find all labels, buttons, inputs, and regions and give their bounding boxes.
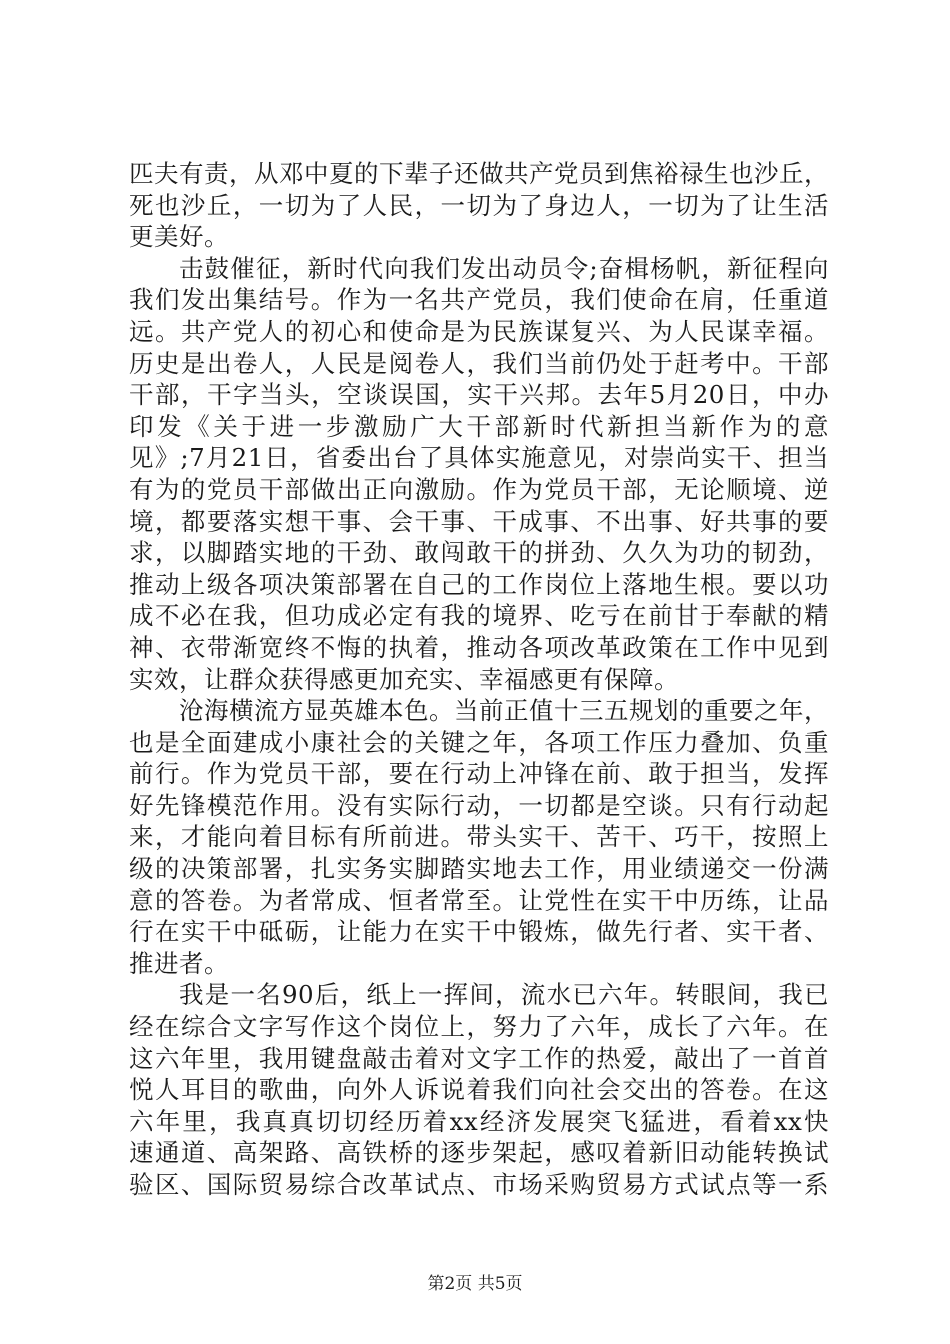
text-line: 见》;7月21日，省委出台了具体实施意见，对崇尚实干、担当: [129, 443, 829, 473]
text-line: 干部，干字当头，空谈误国，实干兴邦。去年5月20日，中办: [129, 380, 829, 410]
text-line: 前行。作为党员干部，要在行动上冲锋在前、敢于担当，发挥: [129, 759, 829, 789]
text-line: 境，都要落实想干事、会干事、干成事、不出事、好共事的要: [129, 506, 829, 536]
text-line: 有为的党员干部做出正向激励。作为党员干部，无论顺境、逆: [129, 474, 829, 504]
text-line: 意的答卷。为者常成、恒者常至。让党性在实干中历练，让品: [129, 885, 829, 915]
text-line: 推动上级各项决策部署在自己的工作岗位上落地生根。要以功: [129, 569, 829, 599]
paragraph: [129, 695, 829, 979]
text-line: 远。共产党人的初心和使命是为民族谋复兴、为人民谋幸福。: [129, 316, 829, 346]
text-line: 好先锋模范作用。没有实际行动，一切都是空谈。只有行动起: [129, 790, 829, 820]
text-line: 沧海横流方显英雄本色。当前正值十三五规划的重要之年，: [179, 696, 829, 726]
text-line: 成不必在我，但功成必定有我的境界、吃亏在前甘于奉献的精: [129, 601, 829, 631]
page-footer: 第2页 共5页: [427, 1274, 523, 1294]
text-line: 级的决策部署，扎实务实脚踏实地去工作，用业绩递交一份满: [129, 854, 829, 884]
text-line: 经在综合文字写作这个岗位上，努力了六年，成长了六年。在: [129, 1012, 829, 1042]
text-line: 神、衣带渐宽终不悔的执着，推动各项改革政策在工作中见到: [129, 632, 829, 662]
text-line: 这六年里，我用键盘敲击着对文字工作的热爱，敲出了一首首: [129, 1043, 829, 1073]
text-line: 击鼓催征，新时代向我们发出动员令;奋楫杨帆，新征程向: [179, 253, 829, 283]
text-line: 更美好。: [129, 222, 229, 252]
paragraph: [129, 253, 829, 695]
text-line: 匹夫有责，从邓中夏的下辈子还做共产党员到焦裕禄生也沙丘，: [129, 159, 829, 188]
text-line: 推进者。: [129, 948, 229, 978]
text-line: 速通道、高架路、高铁桥的逐步架起，感叹着新旧动能转换试: [129, 1138, 829, 1168]
text-line: 验区、国际贸易综合改革试点、市场采购贸易方式试点等一系: [129, 1170, 829, 1199]
text-line: 印发《关于进一步激励广大干部新时代新担当新作为的意: [129, 411, 829, 441]
text-line: 求，以脚踏实地的干劲、敢闯敢干的拼劲、久久为功的韧劲，: [129, 538, 829, 568]
paragraph: [129, 979, 829, 1200]
text-line: 六年里，我真真切切经历着xx经济发展突飞猛进，看着xx快: [129, 1106, 829, 1136]
text-line: 悦人耳目的歌曲，向外人诉说着我们向社会交出的答卷。在这: [129, 1075, 829, 1105]
text-line: 来，才能向着目标有所前进。带头实干、苦干、巧干，按照上: [129, 822, 829, 852]
text-line: 我们发出集结号。作为一名共产党员，我们使命在肩，任重道: [129, 285, 829, 315]
text-line: 死也沙丘，一切为了人民，一切为了身边人，一切为了让生活: [129, 190, 829, 220]
text-line: 也是全面建成小康社会的关键之年，各项工作压力叠加、负重: [129, 727, 829, 757]
text-line: 我是一名90后，纸上一挥间，流水已六年。转眼间，我已: [179, 980, 829, 1010]
text-line: 行在实干中砥砺，让能力在实干中锻炼，做先行者、实干者、: [129, 917, 829, 947]
document-body: [129, 158, 829, 1201]
text-line: 历史是出卷人，人民是阅卷人，我们当前仍处于赶考中。干部: [129, 348, 829, 378]
text-line: 实效，让群众获得感更加充实、幸福感更有保障。: [129, 664, 679, 694]
paragraph: [129, 158, 829, 253]
